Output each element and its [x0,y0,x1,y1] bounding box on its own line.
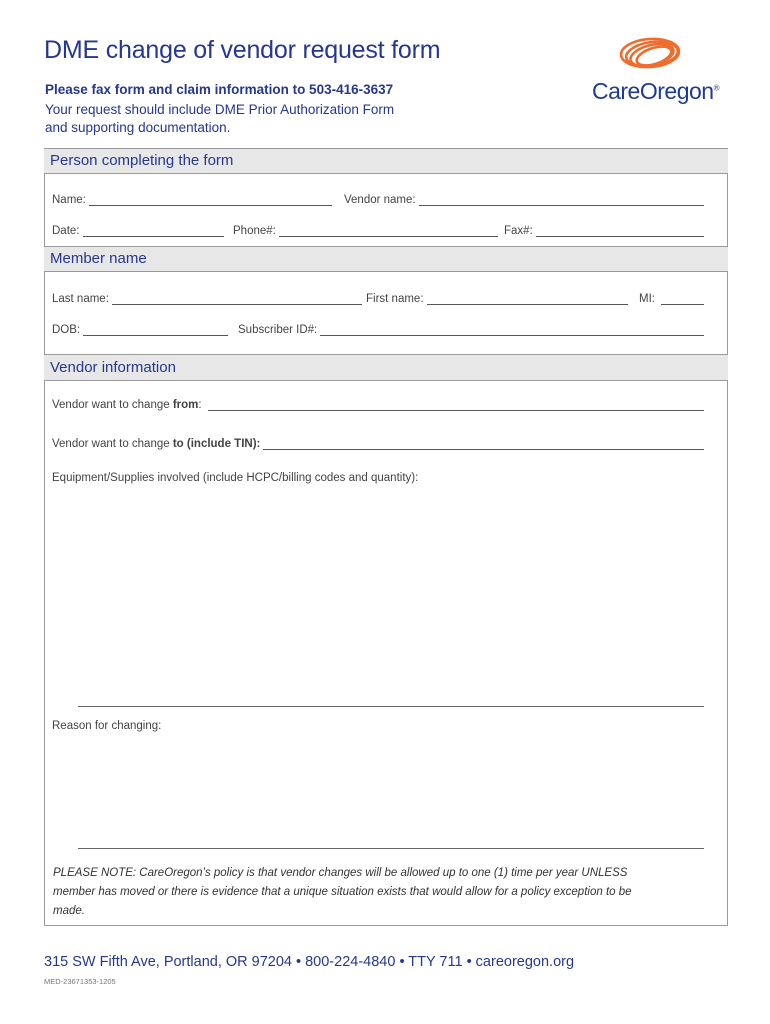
section-title-person: Person completing the form [50,152,234,169]
person-row-2 [52,223,706,239]
fax-line[interactable] [536,225,704,237]
phone-label: Phone#: [233,225,276,237]
date-label: Date: [52,225,80,237]
dob-field[interactable] [52,322,228,336]
vendor-from-line[interactable] [208,399,704,411]
equipment-line[interactable] [78,706,704,707]
first-name-label: First name: [366,293,424,305]
section-title-vendor: Vendor information [50,359,176,376]
date-line[interactable] [83,225,225,237]
vendor-to-row [52,436,706,452]
mi-label: MI: [639,293,655,305]
vendor-to-bold: to (include TIN): [172,438,261,450]
instruction-line-1: Your request should include DME Prior Authorization Form [45,102,395,117]
vendor-from-bold: from [172,399,199,411]
instruction-line-2: and supporting documentation. [45,120,231,135]
logo-registered-mark: ® [713,83,719,93]
form-title: DME change of vendor request form [44,36,441,64]
subscriber-id-field[interactable] [238,322,704,336]
mi-field[interactable] [639,291,704,305]
subscriber-id-label: Subscriber ID#: [238,324,318,336]
vendor-name-label: Vendor name: [344,194,416,206]
form-code: MED-23671353-1205 [44,977,116,986]
last-name-label: Last name: [52,293,109,305]
vendor-from-label: Vendor want to change [52,399,173,411]
logo-name: CareOregon [592,78,714,104]
vendor-to-label: Vendor want to change [52,438,173,450]
date-field[interactable] [52,223,224,237]
phone-line[interactable] [279,225,498,237]
dob-label: DOB: [52,324,81,336]
section-header-vendor [44,354,728,381]
section-header-person [44,148,728,174]
first-name-field[interactable] [366,291,628,305]
vendor-to-field[interactable] [52,436,704,450]
instructions [45,101,394,137]
phone-field[interactable] [233,223,498,237]
vendor-name-field[interactable] [344,192,704,206]
logo-wordmark [592,78,719,105]
subscriber-id-line[interactable] [320,324,704,336]
member-row-2 [52,322,706,338]
last-name-field[interactable] [52,291,362,305]
vendor-from-field[interactable] [52,397,704,411]
fax-field[interactable] [504,223,704,237]
vendor-name-line[interactable] [419,194,704,206]
vendor-from-colon: : [198,399,202,411]
person-row-1 [52,192,706,208]
equipment-label: Equipment/Supplies involved (include HCPC/billing codes and quantity): [52,472,419,484]
reason-line[interactable] [78,848,704,849]
section-title-member: Member name [50,250,147,267]
first-name-line[interactable] [427,293,628,305]
name-label: Name: [52,194,86,206]
fax-label: Fax#: [504,225,533,237]
vendor-from-row [52,397,706,413]
vendor-to-line[interactable] [263,438,704,450]
member-row-1 [52,291,706,307]
mi-line[interactable] [661,293,704,305]
policy-note: PLEASE NOTE: CareOregon’s policy is that vendor changes will be allowed up to one (1) time per year UNLESS member has moved or there is evidence that a unique situation exists that would allow for a policy exception to be made. [53,867,632,917]
dob-line[interactable] [83,324,228,336]
name-field[interactable] [52,192,332,206]
name-line[interactable] [89,194,332,206]
footer-contact: 315 SW Fifth Ave, Portland, OR 97204 • 800-224-4840 • TTY 711 • careoregon.org [44,954,575,970]
last-name-line[interactable] [112,293,362,305]
fax-instruction: Please fax form and claim information to 503-416-3637 [45,82,394,97]
reason-label: Reason for changing: [52,720,162,732]
section-header-member [44,246,728,272]
